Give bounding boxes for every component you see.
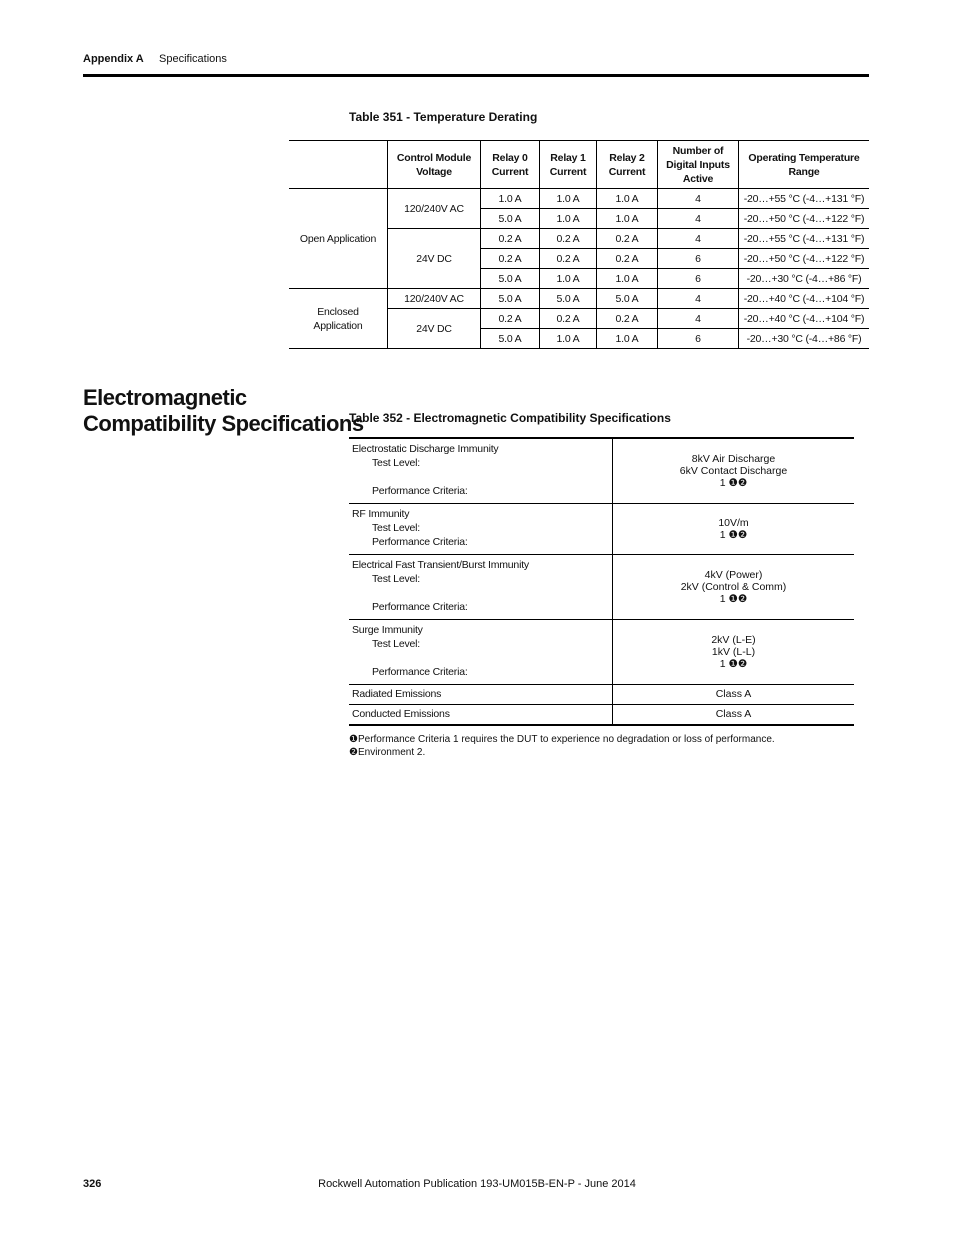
value-line: 2kV (Control & Comm) — [680, 581, 787, 593]
value-line: 2kV (L-E) — [711, 634, 756, 646]
table-row — [349, 438, 854, 504]
cell: 6 — [658, 269, 739, 289]
row-label: Conducted Emissions — [349, 705, 613, 726]
cell: 1.0 A — [540, 209, 597, 229]
corner-cell — [289, 141, 388, 189]
section-title-line-2: Compatibility Specifications — [83, 411, 364, 436]
cell: 1.0 A — [540, 189, 597, 209]
value-line: 4kV (Power) — [704, 569, 763, 581]
col-header: Operating Temperature Range — [739, 141, 870, 189]
header-rule — [83, 74, 869, 77]
footnotes — [349, 733, 775, 759]
test-level-label: Test Level: — [372, 638, 420, 650]
performance-criteria-label: Performance Criteria: — [372, 601, 468, 613]
value-line: 6kV Contact Discharge — [679, 465, 788, 477]
table-row — [289, 289, 869, 309]
value-line: 1 ❶❷ — [719, 658, 748, 670]
col-header: Relay 2 Current — [597, 141, 658, 189]
table-row — [349, 620, 854, 685]
running-header — [83, 53, 227, 65]
cell: 1.0 A — [540, 269, 597, 289]
cell: 0.2 A — [481, 309, 540, 329]
footnote-2: ❷Environment 2. — [349, 747, 426, 758]
value-line: 8kV Air Discharge — [691, 453, 776, 465]
cell: 1.0 A — [597, 269, 658, 289]
cell: 4 — [658, 289, 739, 309]
table-row — [349, 504, 854, 555]
table-row — [349, 685, 854, 705]
cell: 0.2 A — [597, 249, 658, 269]
col-header: Relay 0 Current — [481, 141, 540, 189]
voltage-cell: 24V DC — [388, 229, 481, 289]
cell: 0.2 A — [597, 309, 658, 329]
table-row — [289, 189, 869, 209]
group-enclosed-label: Enclosed Application — [313, 305, 363, 332]
table-row — [349, 705, 854, 726]
cell: 4 — [658, 209, 739, 229]
value-line: 10V/m — [718, 517, 749, 529]
cell: -20…+30 °C (-4…+86 °F) — [739, 269, 870, 289]
cell: 0.2 A — [597, 229, 658, 249]
cell: 4 — [658, 229, 739, 249]
row-value: Class A — [613, 705, 855, 726]
test-level-label: Test Level: — [372, 522, 420, 534]
performance-criteria-label: Performance Criteria: — [372, 666, 468, 678]
page-number: 326 — [83, 1178, 102, 1190]
col-header: Control Module Voltage — [388, 141, 481, 189]
row-label — [349, 438, 613, 504]
group-open-application: Open Application — [289, 189, 388, 289]
cell: 5.0 A — [481, 329, 540, 349]
cell: 4 — [658, 189, 739, 209]
row-value: Class A — [613, 685, 855, 705]
cell: 5.0 A — [481, 269, 540, 289]
cell: 5.0 A — [597, 289, 658, 309]
row-name: Electrical Fast Transient/Burst Immunity — [352, 559, 529, 571]
publication-footer: Rockwell Automation Publication 193-UM015B-EN-P - June 2014 — [318, 1178, 636, 1190]
cell: 1.0 A — [597, 189, 658, 209]
row-label — [349, 555, 613, 620]
row-name: RF Immunity — [352, 508, 410, 520]
test-level-label: Test Level: — [372, 573, 420, 585]
cell: 1.0 A — [597, 209, 658, 229]
cell: -20…+55 °C (-4…+131 °F) — [739, 229, 870, 249]
section-title — [83, 385, 364, 437]
voltage-cell: 120/240V AC — [388, 189, 481, 229]
row-label: Radiated Emissions — [349, 685, 613, 705]
row-name: Surge Immunity — [352, 624, 423, 636]
cell: 1.0 A — [540, 329, 597, 349]
table-351-caption: Table 351 - Temperature Derating — [349, 110, 538, 124]
table-header-row — [289, 141, 869, 189]
col-header: Number of Digital Inputs Active — [658, 141, 739, 189]
cell: 5.0 A — [481, 209, 540, 229]
header-section: Specifications — [159, 53, 227, 65]
row-value — [613, 620, 855, 685]
cell: 5.0 A — [540, 289, 597, 309]
footnote-1: ❶Performance Criteria 1 requires the DUT to experience no degradation or loss of performance. — [349, 734, 775, 745]
cell: -20…+40 °C (-4…+104 °F) — [739, 309, 870, 329]
col-header: Relay 1 Current — [540, 141, 597, 189]
row-value — [613, 504, 855, 555]
value-line: 1 ❶❷ — [719, 593, 748, 605]
test-level-label: Test Level: — [372, 457, 420, 469]
performance-criteria-label: Performance Criteria: — [372, 485, 468, 497]
performance-criteria-label: Performance Criteria: — [372, 536, 468, 548]
header-appendix: Appendix A — [83, 53, 144, 65]
voltage-cell: 120/240V AC — [388, 289, 481, 309]
row-label — [349, 620, 613, 685]
cell: 0.2 A — [540, 249, 597, 269]
value-line: 1 ❶❷ — [719, 529, 748, 541]
group-enclosed-application — [289, 289, 388, 349]
cell: 4 — [658, 309, 739, 329]
voltage-cell: 24V DC — [388, 309, 481, 349]
row-value — [613, 555, 855, 620]
section-title-line-1: Electromagnetic — [83, 385, 247, 410]
cell: 5.0 A — [481, 289, 540, 309]
cell: -20…+50 °C (-4…+122 °F) — [739, 249, 870, 269]
cell: 0.2 A — [481, 229, 540, 249]
cell: 1.0 A — [481, 189, 540, 209]
cell: 0.2 A — [481, 249, 540, 269]
cell: 6 — [658, 329, 739, 349]
cell: -20…+30 °C (-4…+86 °F) — [739, 329, 870, 349]
cell: 1.0 A — [597, 329, 658, 349]
cell: 0.2 A — [540, 309, 597, 329]
cell: 6 — [658, 249, 739, 269]
value-line: 1 ❶❷ — [719, 477, 748, 489]
table-352-caption: Table 352 - Electromagnetic Compatibility Specifications — [349, 411, 671, 425]
cell: 0.2 A — [540, 229, 597, 249]
emc-specifications-table — [349, 437, 854, 726]
row-value — [613, 438, 855, 504]
value-line: 1kV (L-L) — [711, 646, 756, 658]
row-name: Electrostatic Discharge Immunity — [352, 443, 499, 455]
table-row — [349, 555, 854, 620]
cell: -20…+55 °C (-4…+131 °F) — [739, 189, 870, 209]
temperature-derating-table — [289, 140, 869, 349]
cell: -20…+40 °C (-4…+104 °F) — [739, 289, 870, 309]
cell: -20…+50 °C (-4…+122 °F) — [739, 209, 870, 229]
row-label — [349, 504, 613, 555]
